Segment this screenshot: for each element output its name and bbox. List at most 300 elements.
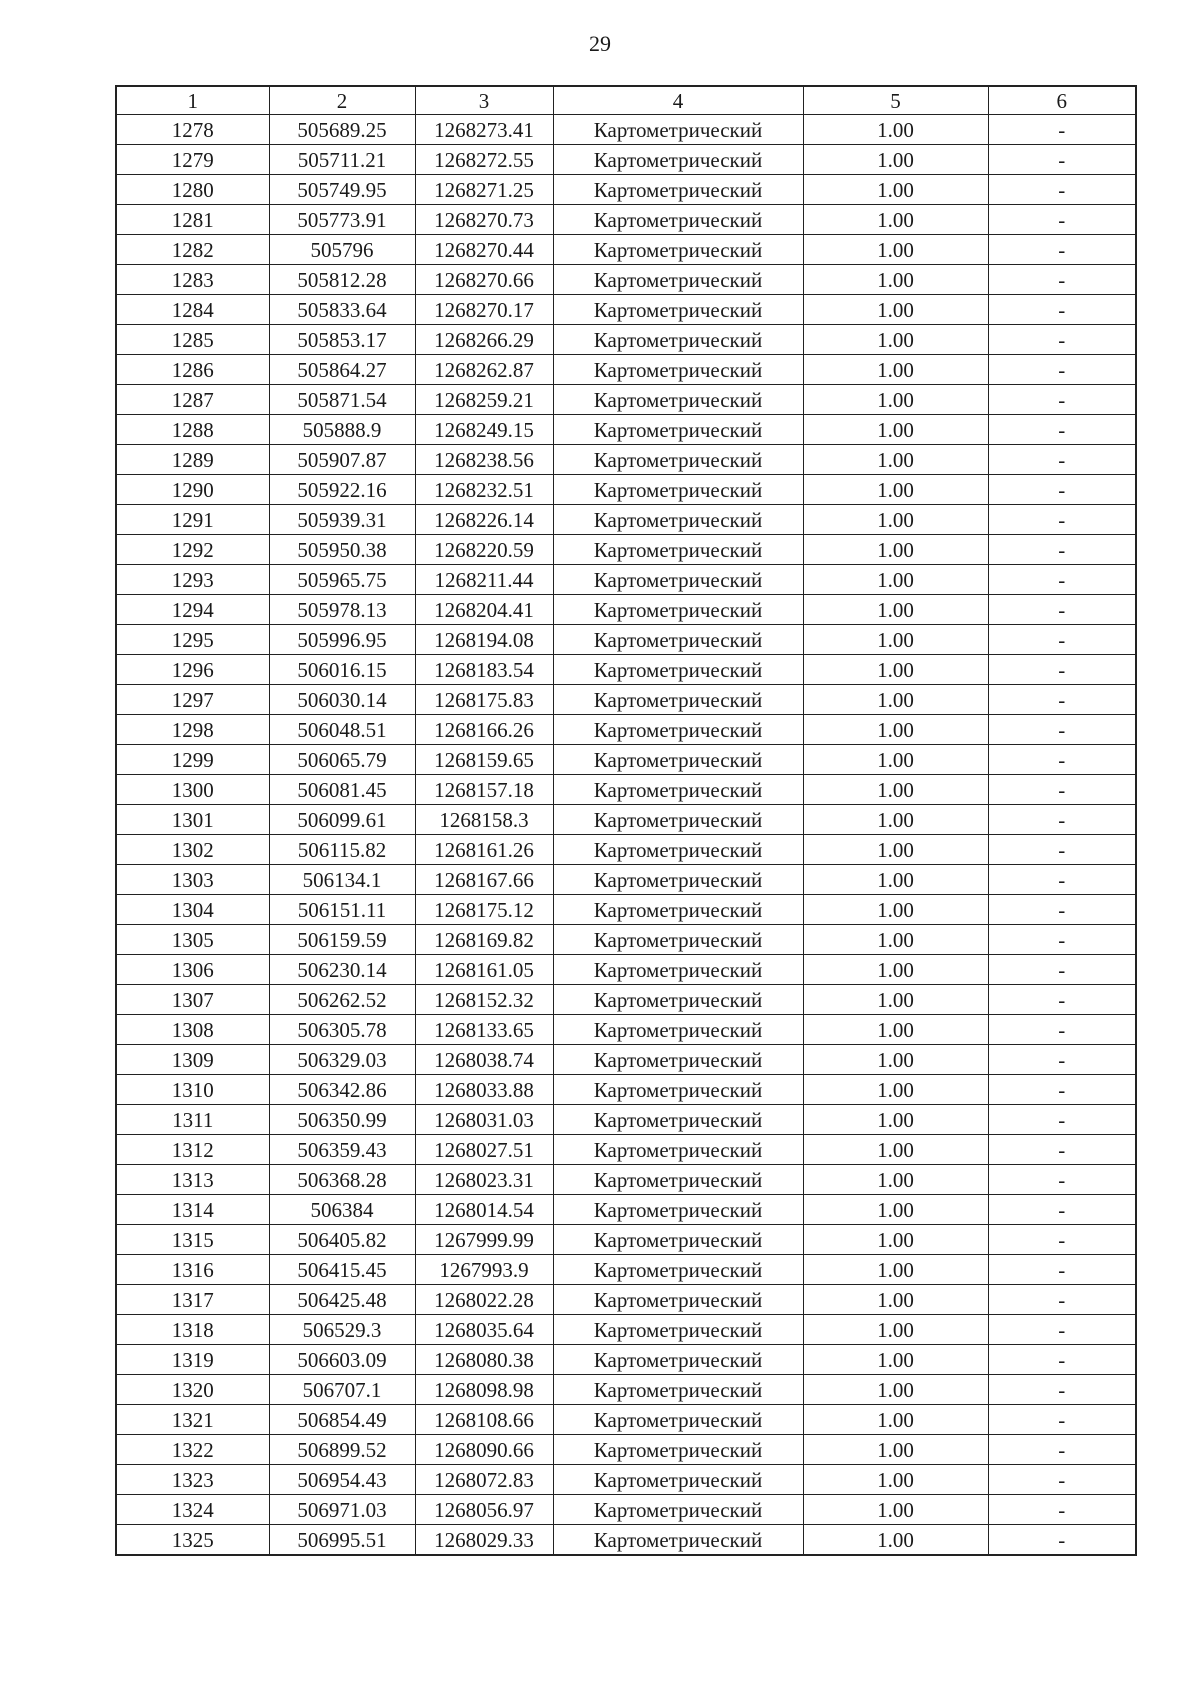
method-cell: Картометрический [553,745,803,775]
point-number-cell: 1316 [116,1255,269,1285]
point-number-cell: 1290 [116,475,269,505]
method-cell: Картометрический [553,1465,803,1495]
description-cell: - [988,205,1136,235]
column-header-5: 5 [803,86,988,115]
accuracy-cell: 1.00 [803,1435,988,1465]
x-coordinate-cell: 506342.86 [269,1075,415,1105]
method-cell: Картометрический [553,835,803,865]
x-coordinate-cell: 506384 [269,1195,415,1225]
description-cell: - [988,175,1136,205]
column-header-3: 3 [415,86,553,115]
y-coordinate-cell: 1268262.87 [415,355,553,385]
accuracy-cell: 1.00 [803,505,988,535]
accuracy-cell: 1.00 [803,1105,988,1135]
table-row [116,925,1136,955]
description-cell: - [988,805,1136,835]
x-coordinate-cell: 506230.14 [269,955,415,985]
point-number-cell: 1295 [116,625,269,655]
table-row [116,895,1136,925]
method-cell: Картометрический [553,1285,803,1315]
y-coordinate-cell: 1268175.83 [415,685,553,715]
table-body [116,115,1136,1556]
table-row [116,1435,1136,1465]
table-row [116,1045,1136,1075]
accuracy-cell: 1.00 [803,775,988,805]
table-row [116,1225,1136,1255]
y-coordinate-cell: 1268072.83 [415,1465,553,1495]
accuracy-cell: 1.00 [803,1285,988,1315]
description-cell: - [988,505,1136,535]
accuracy-cell: 1.00 [803,535,988,565]
description-cell: - [988,835,1136,865]
method-cell: Картометрический [553,595,803,625]
accuracy-cell: 1.00 [803,175,988,205]
accuracy-cell: 1.00 [803,925,988,955]
table-row [116,1195,1136,1225]
accuracy-cell: 1.00 [803,205,988,235]
method-cell: Картометрический [553,655,803,685]
x-coordinate-cell: 505996.95 [269,625,415,655]
y-coordinate-cell: 1268169.82 [415,925,553,955]
x-coordinate-cell: 506134.1 [269,865,415,895]
description-cell: - [988,1105,1136,1135]
method-cell: Картометрический [553,1225,803,1255]
description-cell: - [988,1375,1136,1405]
method-cell: Картометрический [553,715,803,745]
description-cell: - [988,1285,1136,1315]
y-coordinate-cell: 1268226.14 [415,505,553,535]
point-number-cell: 1322 [116,1435,269,1465]
x-coordinate-cell: 505711.21 [269,145,415,175]
x-coordinate-cell: 506159.59 [269,925,415,955]
method-cell: Картометрический [553,625,803,655]
description-cell: - [988,715,1136,745]
x-coordinate-cell: 506115.82 [269,835,415,865]
point-number-cell: 1288 [116,415,269,445]
description-cell: - [988,895,1136,925]
y-coordinate-cell: 1268211.44 [415,565,553,595]
point-number-cell: 1287 [116,385,269,415]
accuracy-cell: 1.00 [803,835,988,865]
point-number-cell: 1304 [116,895,269,925]
x-coordinate-cell: 505907.87 [269,445,415,475]
accuracy-cell: 1.00 [803,565,988,595]
method-cell: Картометрический [553,1105,803,1135]
y-coordinate-cell: 1268161.26 [415,835,553,865]
table-row [116,745,1136,775]
description-cell: - [988,1195,1136,1225]
table-row [116,115,1136,145]
x-coordinate-cell: 506603.09 [269,1345,415,1375]
point-number-cell: 1285 [116,325,269,355]
method-cell: Картометрический [553,295,803,325]
point-number-cell: 1306 [116,955,269,985]
y-coordinate-cell: 1268204.41 [415,595,553,625]
y-coordinate-cell: 1268259.21 [415,385,553,415]
description-cell: - [988,1075,1136,1105]
page-number: 29 [589,31,611,56]
description-cell: - [988,955,1136,985]
description-cell: - [988,1465,1136,1495]
method-cell: Картометрический [553,985,803,1015]
description-cell: - [988,1495,1136,1525]
method-cell: Картометрический [553,505,803,535]
table-row [116,235,1136,265]
description-cell: - [988,625,1136,655]
table-row [116,1255,1136,1285]
table-row [116,775,1136,805]
x-coordinate-cell: 505853.17 [269,325,415,355]
x-coordinate-cell: 506262.52 [269,985,415,1015]
accuracy-cell: 1.00 [803,235,988,265]
accuracy-cell: 1.00 [803,985,988,1015]
point-number-cell: 1279 [116,145,269,175]
method-cell: Картометрический [553,1345,803,1375]
accuracy-cell: 1.00 [803,475,988,505]
point-number-cell: 1312 [116,1135,269,1165]
x-coordinate-cell: 505796 [269,235,415,265]
column-header-6: 6 [988,86,1136,115]
point-number-cell: 1289 [116,445,269,475]
x-coordinate-cell: 505965.75 [269,565,415,595]
column-header-4: 4 [553,86,803,115]
point-number-cell: 1284 [116,295,269,325]
y-coordinate-cell: 1267999.99 [415,1225,553,1255]
method-cell: Картометрический [553,1525,803,1556]
method-cell: Картометрический [553,415,803,445]
accuracy-cell: 1.00 [803,805,988,835]
point-number-cell: 1283 [116,265,269,295]
table-row [116,1495,1136,1525]
description-cell: - [988,1435,1136,1465]
table-row [116,325,1136,355]
y-coordinate-cell: 1268157.18 [415,775,553,805]
accuracy-cell: 1.00 [803,1075,988,1105]
y-coordinate-cell: 1268033.88 [415,1075,553,1105]
y-coordinate-cell: 1268166.26 [415,715,553,745]
method-cell: Картометрический [553,355,803,385]
accuracy-cell: 1.00 [803,1465,988,1495]
table-row [116,145,1136,175]
method-cell: Картометрический [553,115,803,145]
x-coordinate-cell: 506099.61 [269,805,415,835]
method-cell: Картометрический [553,1015,803,1045]
description-cell: - [988,235,1136,265]
table-row [116,1015,1136,1045]
y-coordinate-cell: 1268272.55 [415,145,553,175]
description-cell: - [988,775,1136,805]
y-coordinate-cell: 1268232.51 [415,475,553,505]
table-row [116,505,1136,535]
x-coordinate-cell: 505689.25 [269,115,415,145]
accuracy-cell: 1.00 [803,955,988,985]
x-coordinate-cell: 506405.82 [269,1225,415,1255]
table-row [116,1285,1136,1315]
y-coordinate-cell: 1268167.66 [415,865,553,895]
x-coordinate-cell: 506030.14 [269,685,415,715]
method-cell: Картометрический [553,445,803,475]
table-row [116,1375,1136,1405]
method-cell: Картометрический [553,1405,803,1435]
point-number-cell: 1278 [116,115,269,145]
y-coordinate-cell: 1268270.17 [415,295,553,325]
column-header-2: 2 [269,86,415,115]
y-coordinate-cell: 1268038.74 [415,1045,553,1075]
point-number-cell: 1309 [116,1045,269,1075]
y-coordinate-cell: 1268022.28 [415,1285,553,1315]
accuracy-cell: 1.00 [803,1045,988,1075]
y-coordinate-cell: 1268014.54 [415,1195,553,1225]
x-coordinate-cell: 506329.03 [269,1045,415,1075]
y-coordinate-cell: 1268133.65 [415,1015,553,1045]
y-coordinate-cell: 1268027.51 [415,1135,553,1165]
table-row [116,205,1136,235]
x-coordinate-cell: 506425.48 [269,1285,415,1315]
x-coordinate-cell: 506995.51 [269,1525,415,1556]
description-cell: - [988,1315,1136,1345]
table-row [116,1315,1136,1345]
table-row [116,1135,1136,1165]
description-cell: - [988,325,1136,355]
accuracy-cell: 1.00 [803,895,988,925]
description-cell: - [988,595,1136,625]
accuracy-cell: 1.00 [803,715,988,745]
table-row [116,1405,1136,1435]
y-coordinate-cell: 1268158.3 [415,805,553,835]
accuracy-cell: 1.00 [803,1015,988,1045]
table-row [116,565,1136,595]
x-coordinate-cell: 506971.03 [269,1495,415,1525]
table-row [116,535,1136,565]
description-cell: - [988,385,1136,415]
y-coordinate-cell: 1268023.31 [415,1165,553,1195]
x-coordinate-cell: 506016.15 [269,655,415,685]
x-coordinate-cell: 505773.91 [269,205,415,235]
point-number-cell: 1317 [116,1285,269,1315]
method-cell: Картометрический [553,265,803,295]
accuracy-cell: 1.00 [803,1255,988,1285]
point-number-cell: 1296 [116,655,269,685]
y-coordinate-cell: 1268273.41 [415,115,553,145]
method-cell: Картометрический [553,865,803,895]
accuracy-cell: 1.00 [803,265,988,295]
table-row [116,1525,1136,1556]
accuracy-cell: 1.00 [803,1375,988,1405]
y-coordinate-cell: 1268266.29 [415,325,553,355]
point-number-cell: 1318 [116,1315,269,1345]
description-cell: - [988,745,1136,775]
table-row [116,355,1136,385]
x-coordinate-cell: 506151.11 [269,895,415,925]
accuracy-cell: 1.00 [803,1315,988,1345]
table-row [116,685,1136,715]
y-coordinate-cell: 1268175.12 [415,895,553,925]
table-row [116,625,1136,655]
coordinates-table [115,85,1137,1556]
accuracy-cell: 1.00 [803,385,988,415]
x-coordinate-cell: 506048.51 [269,715,415,745]
method-cell: Картометрический [553,1255,803,1285]
description-cell: - [988,1165,1136,1195]
point-number-cell: 1315 [116,1225,269,1255]
x-coordinate-cell: 506707.1 [269,1375,415,1405]
point-number-cell: 1311 [116,1105,269,1135]
description-cell: - [988,685,1136,715]
x-coordinate-cell: 505922.16 [269,475,415,505]
description-cell: - [988,445,1136,475]
method-cell: Картометрический [553,955,803,985]
x-coordinate-cell: 505871.54 [269,385,415,415]
y-coordinate-cell: 1268161.05 [415,955,553,985]
y-coordinate-cell: 1268270.44 [415,235,553,265]
description-cell: - [988,1525,1136,1556]
table-row [116,835,1136,865]
table-row [116,715,1136,745]
y-coordinate-cell: 1268056.97 [415,1495,553,1525]
method-cell: Картометрический [553,325,803,355]
method-cell: Картометрический [553,895,803,925]
accuracy-cell: 1.00 [803,1405,988,1435]
method-cell: Картометрический [553,475,803,505]
accuracy-cell: 1.00 [803,1225,988,1255]
table-row [116,1345,1136,1375]
point-number-cell: 1320 [116,1375,269,1405]
method-cell: Картометрический [553,775,803,805]
method-cell: Картометрический [553,205,803,235]
x-coordinate-cell: 506368.28 [269,1165,415,1195]
x-coordinate-cell: 505978.13 [269,595,415,625]
description-cell: - [988,865,1136,895]
x-coordinate-cell: 505864.27 [269,355,415,385]
method-cell: Картометрический [553,1315,803,1345]
point-number-cell: 1293 [116,565,269,595]
y-coordinate-cell: 1268270.73 [415,205,553,235]
y-coordinate-cell: 1267993.9 [415,1255,553,1285]
method-cell: Картометрический [553,1165,803,1195]
accuracy-cell: 1.00 [803,295,988,325]
y-coordinate-cell: 1268238.56 [415,445,553,475]
accuracy-cell: 1.00 [803,745,988,775]
accuracy-cell: 1.00 [803,415,988,445]
y-coordinate-cell: 1268090.66 [415,1435,553,1465]
table-row [116,595,1136,625]
point-number-cell: 1323 [116,1465,269,1495]
point-number-cell: 1281 [116,205,269,235]
description-cell: - [988,985,1136,1015]
table-row [116,295,1136,325]
table-row [116,1165,1136,1195]
point-number-cell: 1307 [116,985,269,1015]
x-coordinate-cell: 506529.3 [269,1315,415,1345]
method-cell: Картометрический [553,1135,803,1165]
table-row [116,985,1136,1015]
description-cell: - [988,265,1136,295]
method-cell: Картометрический [553,565,803,595]
accuracy-cell: 1.00 [803,325,988,355]
y-coordinate-cell: 1268098.98 [415,1375,553,1405]
x-coordinate-cell: 505939.31 [269,505,415,535]
x-coordinate-cell: 505888.9 [269,415,415,445]
accuracy-cell: 1.00 [803,685,988,715]
description-cell: - [988,1225,1136,1255]
method-cell: Картометрический [553,1045,803,1075]
method-cell: Картометрический [553,1195,803,1225]
table-row [116,865,1136,895]
y-coordinate-cell: 1268108.66 [415,1405,553,1435]
y-coordinate-cell: 1268183.54 [415,655,553,685]
y-coordinate-cell: 1268249.15 [415,415,553,445]
description-cell: - [988,355,1136,385]
y-coordinate-cell: 1268159.65 [415,745,553,775]
y-coordinate-cell: 1268035.64 [415,1315,553,1345]
description-cell: - [988,115,1136,145]
accuracy-cell: 1.00 [803,445,988,475]
accuracy-cell: 1.00 [803,865,988,895]
method-cell: Картометрический [553,385,803,415]
table-row [116,1075,1136,1105]
accuracy-cell: 1.00 [803,595,988,625]
y-coordinate-cell: 1268080.38 [415,1345,553,1375]
description-cell: - [988,535,1136,565]
table-row [116,1105,1136,1135]
y-coordinate-cell: 1268270.66 [415,265,553,295]
method-cell: Картометрический [553,805,803,835]
x-coordinate-cell: 506954.43 [269,1465,415,1495]
description-cell: - [988,655,1136,685]
y-coordinate-cell: 1268271.25 [415,175,553,205]
description-cell: - [988,1045,1136,1075]
point-number-cell: 1294 [116,595,269,625]
method-cell: Картометрический [553,235,803,265]
method-cell: Картометрический [553,1435,803,1465]
method-cell: Картометрический [553,925,803,955]
method-cell: Картометрический [553,145,803,175]
table-header-row [116,86,1136,115]
point-number-cell: 1298 [116,715,269,745]
accuracy-cell: 1.00 [803,1525,988,1556]
method-cell: Картометрический [553,1075,803,1105]
description-cell: - [988,415,1136,445]
column-header-1: 1 [116,86,269,115]
point-number-cell: 1286 [116,355,269,385]
y-coordinate-cell: 1268220.59 [415,535,553,565]
accuracy-cell: 1.00 [803,625,988,655]
table-row [116,175,1136,205]
point-number-cell: 1299 [116,745,269,775]
accuracy-cell: 1.00 [803,1165,988,1195]
x-coordinate-cell: 506854.49 [269,1405,415,1435]
point-number-cell: 1313 [116,1165,269,1195]
x-coordinate-cell: 506359.43 [269,1135,415,1165]
point-number-cell: 1308 [116,1015,269,1045]
table-row [116,475,1136,505]
description-cell: - [988,475,1136,505]
description-cell: - [988,1255,1136,1285]
x-coordinate-cell: 505812.28 [269,265,415,295]
point-number-cell: 1319 [116,1345,269,1375]
x-coordinate-cell: 505950.38 [269,535,415,565]
point-number-cell: 1303 [116,865,269,895]
point-number-cell: 1314 [116,1195,269,1225]
point-number-cell: 1310 [116,1075,269,1105]
x-coordinate-cell: 506350.99 [269,1105,415,1135]
method-cell: Картометрический [553,175,803,205]
accuracy-cell: 1.00 [803,1495,988,1525]
y-coordinate-cell: 1268031.03 [415,1105,553,1135]
point-number-cell: 1325 [116,1525,269,1556]
x-coordinate-cell: 505833.64 [269,295,415,325]
method-cell: Картометрический [553,1495,803,1525]
